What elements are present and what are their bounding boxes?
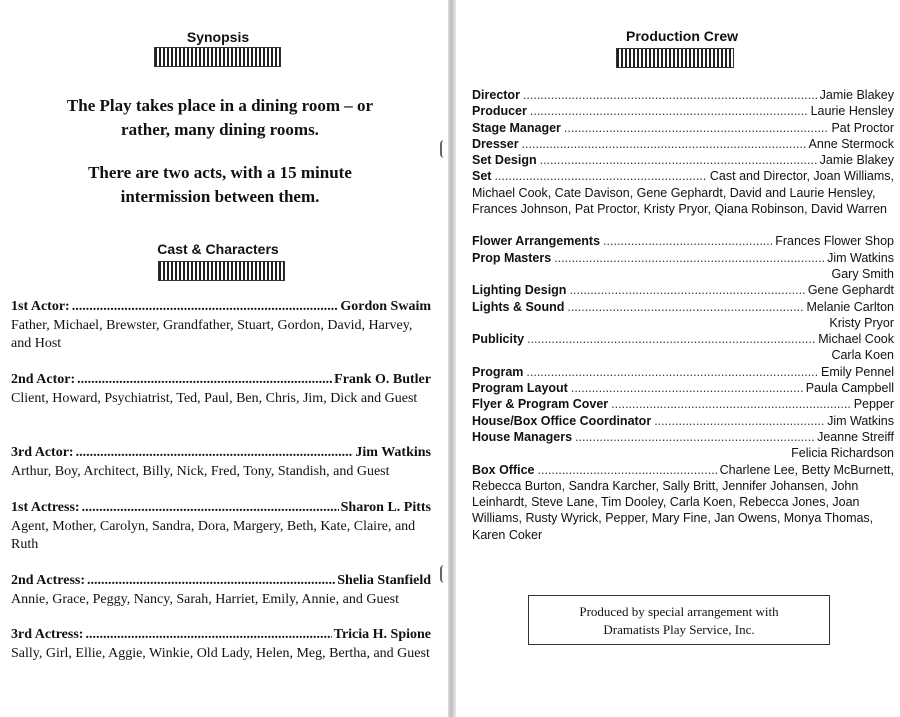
leader-dots <box>526 364 818 380</box>
cast-characters: Sally, Girl, Ellie, Aggie, Winkie, Old Lady, Helen, Meg, Bertha, and Guest <box>11 646 430 661</box>
cast-entry <box>11 626 431 663</box>
cast-characters: Father, Michael, Brewster, Grandfather, Stuart, Gordon, David, Harvey, and Host <box>11 318 413 351</box>
cast-characters: Arthur, Boy, Architect, Billy, Nick, Fred, Tony, Standish, and Guest <box>11 464 390 479</box>
page-fold <box>448 0 456 717</box>
cast-role: 3rd Actress: <box>11 627 84 642</box>
cast-role: 3rd Actor: <box>11 445 74 460</box>
crew-role: Prop Masters <box>472 250 552 265</box>
crew-row <box>472 396 894 412</box>
leader-dots <box>494 168 706 184</box>
leader-dots <box>554 250 824 266</box>
leader-dots <box>654 413 824 429</box>
crew-name: Felicia Richardson <box>791 446 894 461</box>
staple-mark <box>440 565 450 583</box>
crew-row <box>472 429 894 445</box>
leader-dots <box>523 87 817 103</box>
cast-role: 1st Actress: <box>11 500 80 515</box>
leader-dots <box>569 282 804 298</box>
leader-dots <box>540 152 817 168</box>
cast-actor: Shelia Stanfield <box>337 573 431 588</box>
crew-row <box>472 299 894 315</box>
crew-row <box>472 462 894 478</box>
crew-name: Paula Campbell <box>805 381 894 396</box>
leader-dots <box>72 298 339 316</box>
crew-row <box>472 331 894 347</box>
crew-role: Set Design <box>472 153 537 168</box>
crew-row <box>472 136 894 152</box>
leader-dots <box>538 462 717 478</box>
leader-dots <box>77 371 332 389</box>
crew-role: Program <box>472 364 524 379</box>
crew-row <box>472 168 894 184</box>
credit-line: Produced by special arrangement with <box>579 604 779 619</box>
crew-name: Laurie Hensley <box>810 104 894 119</box>
crew-name: Kristy Pryor <box>829 315 894 330</box>
crew-name: Anne Stermock <box>808 136 894 151</box>
synopsis-heading: Synopsis <box>186 29 250 45</box>
box-office-names: Rebecca Burton, Sandra Karcher, Sally Britt, Jennifer Johansen, John Leinhardt, Steve Lane, Tim Dooley, Carla Koen, Rebecca Jones, Joan Williams, Rusty Wyrick, Pepper, Mary Fine, Jan Owens, Monya Thomas, Karen Coker <box>472 478 874 542</box>
leader-dots <box>530 103 808 119</box>
staple-mark <box>440 140 450 158</box>
crew-row <box>472 120 894 136</box>
crew-role: House/Box Office Coordinator <box>472 413 652 428</box>
cast-actor: Jim Watkins <box>355 445 431 460</box>
crew-name: Jeanne Streiff <box>817 429 894 444</box>
crew-role: Stage Manager <box>472 120 561 135</box>
crew-row <box>472 364 894 380</box>
crew-list <box>472 87 894 543</box>
leader-dots <box>564 120 829 136</box>
crew-name: Cast and Director, Joan Williams, <box>709 169 894 184</box>
crew-role: Flower Arrangements <box>472 234 601 249</box>
crew-name: Gary Smith <box>831 266 894 281</box>
crew-role: Box Office <box>472 462 535 477</box>
cast-characters: Agent, Mother, Carolyn, Sandra, Dora, Margery, Beth, Kate, Claire, and Ruth <box>11 519 416 552</box>
crew-name: Jim Watkins <box>827 250 894 265</box>
crew-role: Dresser <box>472 136 519 151</box>
cast-role: 2nd Actress: <box>11 573 86 588</box>
cast-characters: Annie, Grace, Peggy, Nancy, Sarah, Harriet, Emily, Annie, and Guest <box>11 592 399 607</box>
crew-role: Director <box>472 88 520 102</box>
leader-dots <box>575 429 814 445</box>
leader-dots <box>611 396 851 412</box>
intermission-statement: There are two acts, with a 15 minute intermission between them. <box>88 163 352 206</box>
crew-name: Melanie Carlton <box>806 299 894 314</box>
leader-dots <box>571 380 803 396</box>
licensing-credit-box <box>528 595 830 645</box>
leader-dots <box>527 331 815 347</box>
crew-name: Jamie Blakey <box>819 88 894 102</box>
crew-name: Emily Pennel <box>821 364 894 379</box>
crew-row <box>472 103 894 119</box>
crew-row <box>472 250 894 266</box>
crew-role: House Managers <box>472 429 573 444</box>
crew-role: Publicity <box>472 332 525 347</box>
crew-role: Flyer & Program Cover <box>472 397 609 412</box>
cast-actor: Sharon L. Pitts <box>340 500 431 515</box>
cast-actor: Tricia H. Spione <box>333 627 431 642</box>
crew-role: Lights & Sound <box>472 299 565 314</box>
cast-role: 1st Actor: <box>11 299 70 314</box>
crew-row <box>472 413 894 429</box>
cast-entry <box>11 444 431 481</box>
crew-role: Program Layout <box>472 381 568 396</box>
crew-row <box>472 282 894 298</box>
crew-name: Gene Gephardt <box>807 283 894 298</box>
credit-line: Dramatists Play Service, Inc. <box>603 622 755 637</box>
crew-name: Michael Cook <box>818 332 894 347</box>
crew-name: Charlene Lee, Betty McBurnett, <box>719 462 894 477</box>
crew-role: Lighting Design <box>472 283 567 298</box>
crew-name: Jamie Blakey <box>819 153 894 168</box>
synopsis-ornament <box>154 47 281 67</box>
cast-entry <box>11 298 431 353</box>
cast-entry <box>11 499 431 554</box>
set-crew-names: Michael Cook, Cate Davison, Gene Gephardt, David and Laurie Hensley, Frances Johnson, Pat Proctor, Kristy Pryor, Qiana Robinson, David Warren <box>472 185 887 217</box>
cast-ornament <box>158 261 285 281</box>
left-page <box>0 0 448 717</box>
crew-name: Carla Koen <box>831 348 894 363</box>
leader-dots <box>85 626 331 644</box>
leader-dots <box>522 136 806 152</box>
leader-dots <box>87 572 335 590</box>
crew-ornament <box>616 48 734 68</box>
crew-role: Set <box>472 169 492 184</box>
leader-dots <box>603 233 772 249</box>
cast-actor: Gordon Swaim <box>340 299 431 314</box>
crew-name: Frances Flower Shop <box>775 234 894 249</box>
cast-entry <box>11 371 431 408</box>
crew-name: Pepper <box>853 397 894 412</box>
leader-dots <box>567 299 803 315</box>
cast-actor: Frank O. Butler <box>334 372 431 387</box>
cast-role: 2nd Actor: <box>11 372 76 387</box>
setting-statement: The Play takes place in a dining room – or rather, many dining rooms. <box>66 96 374 139</box>
crew-heading: Production Crew <box>625 28 738 44</box>
cast-heading: Cast & Characters <box>157 241 279 257</box>
leader-dots <box>76 444 354 462</box>
cast-characters: Client, Howard, Psychiatrist, Ted, Paul, Ben, Chris, Jim, Dick and Guest <box>11 391 418 406</box>
crew-name: Jim Watkins <box>827 413 894 428</box>
cast-entry <box>11 572 431 609</box>
crew-row <box>472 233 894 249</box>
crew-row <box>472 152 894 168</box>
crew-role: Producer <box>472 104 527 119</box>
crew-name: Pat Proctor <box>831 120 894 135</box>
leader-dots <box>82 499 339 517</box>
crew-row <box>472 380 894 396</box>
crew-row <box>472 87 894 103</box>
